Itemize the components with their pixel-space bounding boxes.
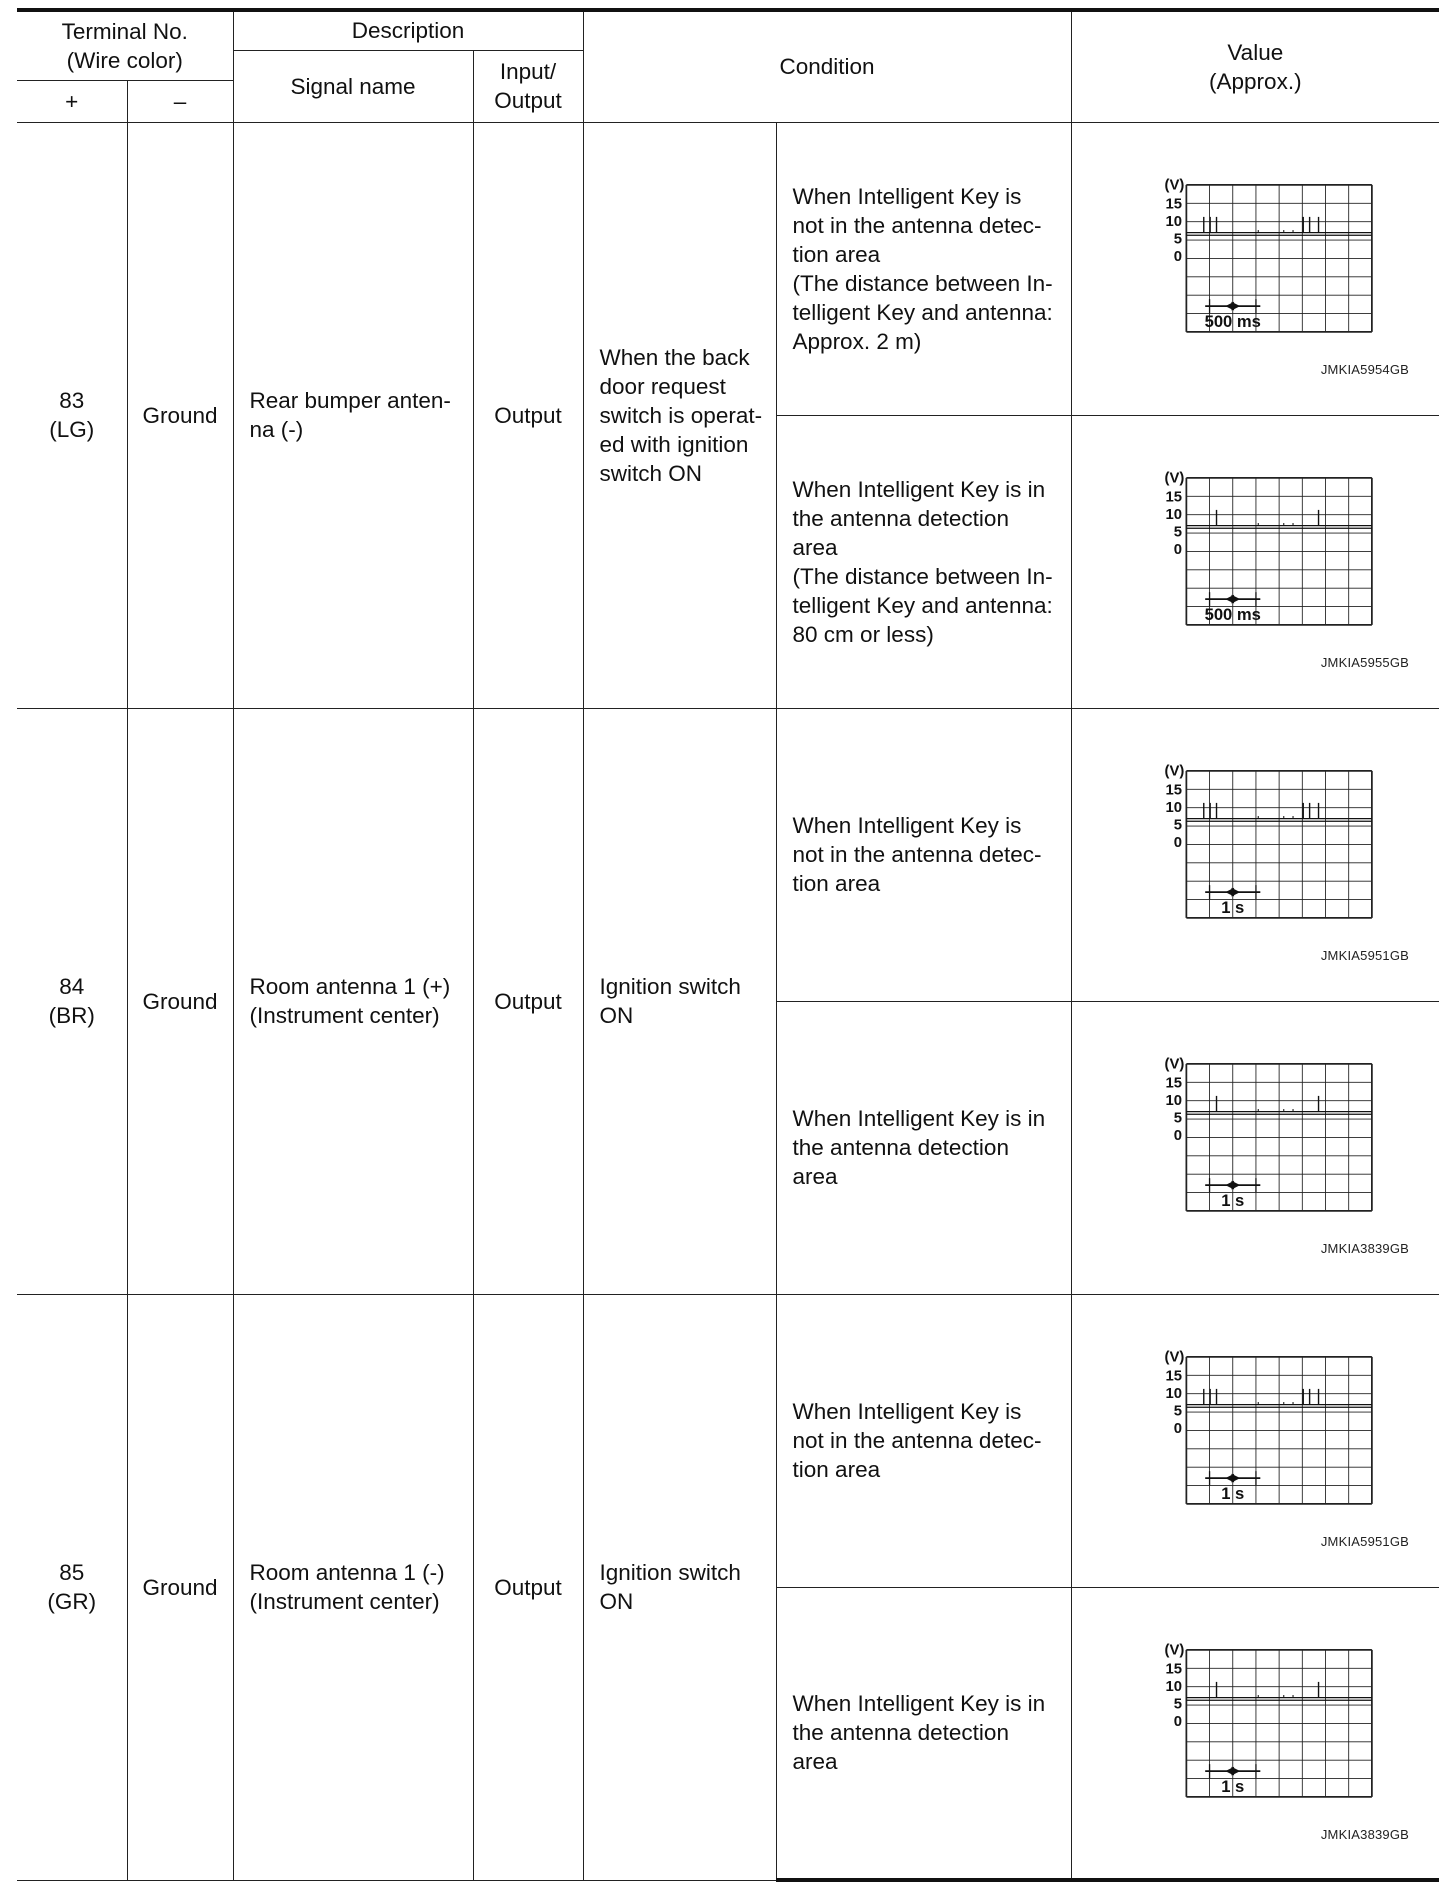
scale-arrow-head <box>1225 887 1234 896</box>
signal-name-cell <box>233 708 473 1294</box>
sub-condition-line: tion area <box>792 871 881 896</box>
sub-condition-line: not in the antenna detec- <box>792 212 1042 238</box>
y-tick-label: 15 <box>1165 196 1182 212</box>
sub-condition-cell <box>776 122 1071 415</box>
signal-name-line: Room antenna 1 (-) <box>249 1560 445 1585</box>
condition-line: Ignition switch <box>599 1560 741 1585</box>
waveform-chart <box>1112 744 1392 964</box>
terminal-number: 85 <box>59 1560 85 1585</box>
sub-condition-line: tion area <box>792 1457 881 1482</box>
y-tick-label: 10 <box>1165 1385 1182 1402</box>
sub-condition-cell <box>776 1001 1071 1294</box>
y-unit-label: (V) <box>1164 762 1184 779</box>
signal-name-header: Signal name <box>233 50 473 122</box>
waveform-chart <box>1112 1037 1392 1257</box>
signal-name-line: (Instrument center) <box>249 1589 440 1614</box>
wire-color-label: (Wire color) <box>66 47 183 73</box>
signal-name-line: (Instrument center) <box>249 1003 440 1028</box>
signal-name-cell <box>233 1294 473 1880</box>
approx-label: (Approx.) <box>1209 68 1302 94</box>
value-cell <box>1071 122 1439 415</box>
y-tick-label: 5 <box>1173 817 1182 833</box>
scale-arrow-head <box>1225 594 1234 603</box>
condition-line: ON <box>599 1589 634 1614</box>
sub-condition-line: When Intelligent Key is in <box>792 1691 1046 1717</box>
signal-name-line: na (-) <box>249 417 304 442</box>
y-tick-label: 0 <box>1173 1420 1182 1437</box>
input-output-cell: Output <box>473 122 583 708</box>
waveform-chart <box>1112 1330 1392 1550</box>
value-cell <box>1071 1587 1439 1880</box>
terminal-spec-table <box>17 8 1439 1882</box>
sub-condition-line: When Intelligent Key is in <box>792 476 1046 502</box>
condition-header: Condition <box>583 10 1071 122</box>
plus-header: + <box>17 80 127 122</box>
figure-code: JMKIA5951GB <box>1320 947 1410 963</box>
sub-condition-line: not in the antenna detec- <box>792 842 1042 867</box>
terminal-plus-cell <box>17 708 127 1294</box>
sub-condition-line: area <box>792 1164 838 1189</box>
sub-condition-line: When Intelligent Key is in <box>792 1106 1046 1131</box>
sub-condition-line: When Intelligent Key is <box>792 1399 1022 1424</box>
terminal-plus-cell <box>17 1294 127 1880</box>
condition-line: switch is operat- <box>599 402 763 428</box>
input-label: Input/ <box>499 59 557 84</box>
y-tick-label: 5 <box>1173 524 1182 540</box>
wire-color: (LG) <box>49 417 95 442</box>
sub-condition-line: telligent Key and antenna: <box>792 592 1053 618</box>
sub-condition-line: the antenna detection <box>792 1135 1009 1160</box>
y-tick-label: 10 <box>1165 213 1182 230</box>
scale-arrow-head <box>1225 1473 1234 1482</box>
sub-condition-line: When Intelligent Key is <box>792 183 1022 209</box>
sub-condition-line: the antenna detection <box>792 1720 1009 1746</box>
sub-condition-line: area <box>792 1749 838 1775</box>
y-tick-label: 15 <box>1165 1368 1182 1384</box>
y-tick-label: 15 <box>1165 782 1182 798</box>
y-tick-label: 10 <box>1165 1092 1182 1109</box>
sub-condition-cell <box>776 1294 1071 1587</box>
sub-condition-line: Approx. 2 m) <box>792 328 922 354</box>
y-tick-label: 15 <box>1165 489 1182 505</box>
sub-condition-cell <box>776 415 1071 708</box>
condition-line: When the back <box>599 344 750 370</box>
y-unit-label: (V) <box>1164 176 1184 193</box>
output-label: Output <box>494 88 562 113</box>
condition-line: ON <box>599 1003 634 1028</box>
condition-cell <box>583 708 776 1294</box>
waveform-chart <box>1112 158 1392 378</box>
value-cell <box>1071 415 1439 708</box>
y-tick-label: 10 <box>1165 506 1182 523</box>
waveform-chart <box>1112 1623 1392 1843</box>
y-unit-label: (V) <box>1164 1055 1184 1072</box>
scale-arrow-head <box>1225 1766 1234 1775</box>
time-scale-label: 1 s <box>1220 897 1244 917</box>
y-tick-label: 5 <box>1173 1696 1182 1712</box>
condition-line: Ignition switch <box>599 974 741 999</box>
y-tick-label: 5 <box>1173 231 1182 247</box>
terminal-minus-cell: Ground <box>127 1294 233 1880</box>
y-tick-label: 0 <box>1173 1127 1182 1144</box>
sub-condition-line: area <box>792 534 838 560</box>
condition-cell <box>583 1294 776 1880</box>
terminal-number: 84 <box>59 974 85 999</box>
y-tick-label: 0 <box>1173 1713 1182 1730</box>
y-tick-label: 0 <box>1173 834 1182 851</box>
time-scale-label: 1 s <box>1220 1776 1244 1796</box>
value-cell <box>1071 1001 1439 1294</box>
time-scale-label: 1 s <box>1220 1483 1244 1503</box>
figure-code: JMKIA3839GB <box>1320 1240 1410 1256</box>
y-tick-label: 10 <box>1165 1678 1182 1695</box>
input-output-header <box>473 50 583 122</box>
sub-condition-line: tion area <box>792 241 881 267</box>
terminal-number: 83 <box>59 388 85 413</box>
sub-condition-line: (The distance between In- <box>792 563 1053 589</box>
time-scale-label: 1 s <box>1220 1190 1244 1210</box>
sub-condition-line: (The distance between In- <box>792 270 1053 296</box>
input-output-cell: Output <box>473 1294 583 1880</box>
condition-line: switch ON <box>599 460 703 486</box>
wire-color: (BR) <box>48 1003 95 1028</box>
condition-line: ed with ignition <box>599 431 749 457</box>
y-unit-label: (V) <box>1164 1641 1184 1658</box>
time-scale-label: 500 ms <box>1204 311 1261 331</box>
terminal-minus-cell: Ground <box>127 708 233 1294</box>
sub-condition-line: telligent Key and antenna: <box>792 299 1053 325</box>
value-header <box>1071 10 1439 122</box>
y-unit-label: (V) <box>1164 469 1184 486</box>
signal-name-line: Rear bumper anten- <box>249 388 451 413</box>
time-scale-label: 500 ms <box>1204 604 1261 624</box>
y-tick-label: 15 <box>1165 1661 1182 1677</box>
y-tick-label: 5 <box>1173 1110 1182 1126</box>
figure-code: JMKIA5954GB <box>1320 361 1410 377</box>
y-tick-label: 0 <box>1173 248 1182 265</box>
sub-condition-line: the antenna detection <box>792 505 1009 531</box>
condition-line: door request <box>599 373 726 399</box>
scale-arrow-head <box>1225 301 1234 310</box>
sub-condition-cell <box>776 708 1071 1001</box>
y-tick-label: 15 <box>1165 1075 1182 1091</box>
sub-condition-line: not in the antenna detec- <box>792 1428 1042 1453</box>
input-output-cell: Output <box>473 708 583 1294</box>
y-tick-label: 10 <box>1165 799 1182 816</box>
description-header: Description <box>233 10 583 50</box>
y-tick-label: 0 <box>1173 541 1182 558</box>
figure-code: JMKIA5955GB <box>1320 654 1410 670</box>
minus-header: – <box>127 80 233 122</box>
sub-condition-line: 80 cm or less) <box>792 621 934 647</box>
terminal-minus-cell: Ground <box>127 122 233 708</box>
condition-cell <box>583 122 776 708</box>
value-cell <box>1071 1294 1439 1587</box>
terminal-no-label: Terminal No. <box>61 18 188 44</box>
sub-condition-line: When Intelligent Key is <box>792 813 1022 838</box>
value-label: Value <box>1227 39 1284 65</box>
y-tick-label: 5 <box>1173 1403 1182 1419</box>
sub-condition-cell <box>776 1587 1071 1880</box>
figure-code: JMKIA3839GB <box>1320 1826 1410 1842</box>
figure-code: JMKIA5951GB <box>1320 1533 1410 1549</box>
terminal-no-header <box>17 10 233 80</box>
signal-name-line: Room antenna 1 (+) <box>249 974 451 999</box>
value-cell <box>1071 708 1439 1001</box>
y-unit-label: (V) <box>1164 1348 1184 1365</box>
scale-arrow-head <box>1225 1180 1234 1189</box>
wire-color: (GR) <box>47 1589 97 1614</box>
signal-name-cell <box>233 122 473 708</box>
terminal-plus-cell <box>17 122 127 708</box>
waveform-chart <box>1112 451 1392 671</box>
